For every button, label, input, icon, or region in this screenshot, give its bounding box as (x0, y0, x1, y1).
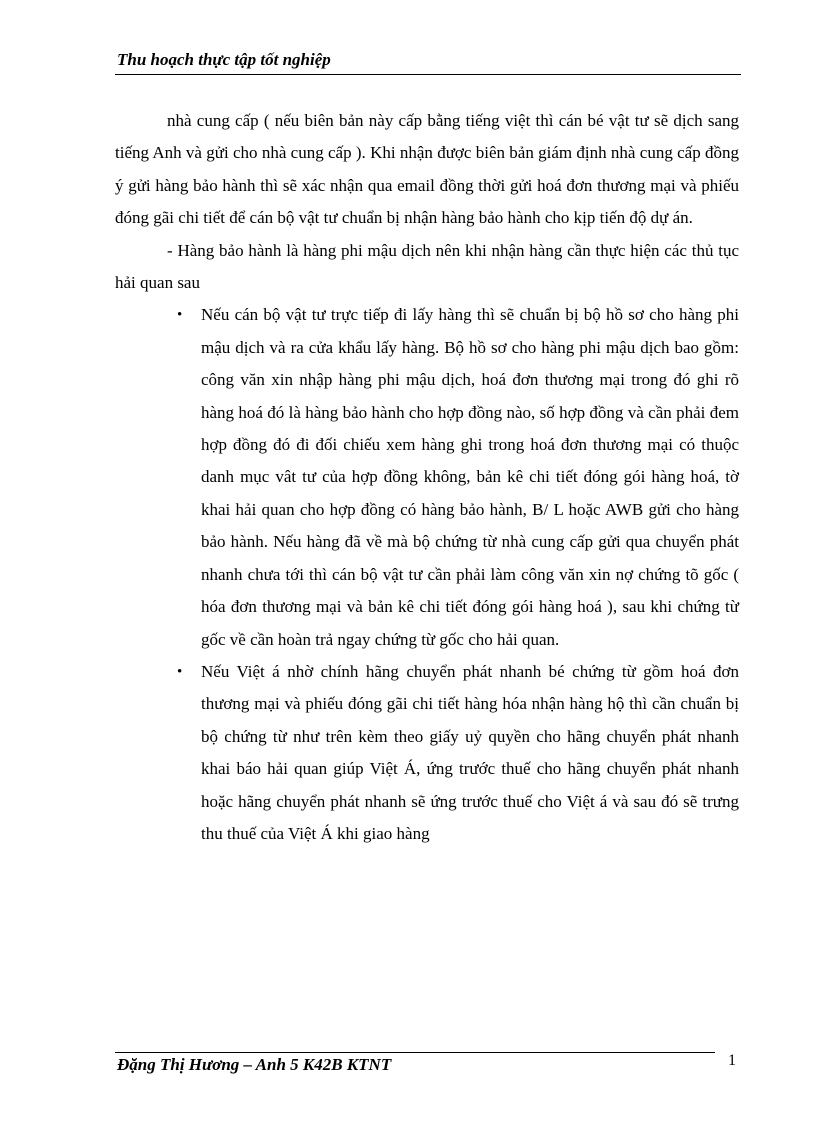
header-title: Thu hoạch thực tập tốt nghiệp (117, 50, 331, 69)
bullet-text: Nếu cán bộ vật tư trực tiếp đi lấy hàng thì sẽ chuẩn bị bộ hồ sơ cho hàng phi mậu dịch và ra cửa khẩu lấy hàng. Bộ hồ sơ cho hàng phi mậu dịch bao gồm: công văn xin nhập hàng phi mậu dịch, hoá đơn thương mại trong đó ghi rõ hàng hoá đó là hàng bảo hành cho hợp đồng nào, số hợp đồng và cần phải đem hợp đồng đó đi đối chiếu xem hàng ghi trong hoá đơn thương mại có thuộc danh mục vât tư của hợp đồng không, bản kê chi tiết đóng gói hàng hoá, tờ khai hải quan cho hợp đồng có hàng bảo hành, B/ L hoặc AWB gửi cho hàng bảo hành. Nếu hàng đã về mà bộ chứng từ nhà cung cấp gửi qua chuyển phát nhanh chưa tới thì cán bộ vật tư cần phải làm công văn xin nợ chứng tõ gốc ( hóa đơn thương mại và bản kê chi tiết đóng gói hàng hoá ), sau khi chứng từ gốc về cần hoàn trả ngay chứng từ gốc cho hải quan. (201, 305, 739, 649)
bullet-icon: • (177, 663, 183, 680)
bullet-item (115, 299, 739, 655)
page-header (115, 50, 741, 75)
body-paragraph: nhà cung cấp ( nếu biên bản này cấp bằng tiếng việt thì cán bé vật tư sẽ dịch sang tiếng Anh và gửi cho nhà cung cấp ). Khi nhận được biên bản giám định nhà cung cấp đồng ý gửi hàng bảo hành thì sẽ xác nhận qua email đồng thời gửi hoá đơn thương mại và phiếu đóng gãi chi tiết để cán bộ vật tư chuẩn bị nhận hàng bảo hành cho kịp tiến độ dự án. (115, 111, 739, 228)
body-paragraph: - Hàng bảo hành là hàng phi mậu dịch nên khi nhận hàng cần thực hiện các thủ tục hải quan sau (115, 240, 739, 293)
page-footer (115, 1052, 715, 1074)
bullet-item (115, 656, 739, 850)
page-number: 1 (728, 1052, 736, 1069)
bullet-text: Nếu Việt á nhờ chính hãng chuyển phát nhanh bé chứng từ gồm hoá đơn thương mại và phiếu đóng gãi chi tiết hàng hóa nhận hàng hộ thì cần chuẩn bị bộ chứng từ như trên kèm theo giấy uỷ quyền cho hãng chuyển phát nhanh khai báo hải quan giúp Việt Á, ứng trước thuế cho hãng chuyển phát nhanh hoặc hãng chuyển phát nhanh sẽ ứng trước thuế cho Việt á và sau đó sẽ trưng thu thuế của Việt Á khi giao hàng (201, 661, 739, 843)
bullet-icon: • (177, 307, 183, 324)
document-body (115, 105, 739, 850)
bullet-list (115, 299, 739, 850)
footer-author: Đặng Thị Hương – Anh 5 K42B KTNT (117, 1055, 392, 1074)
